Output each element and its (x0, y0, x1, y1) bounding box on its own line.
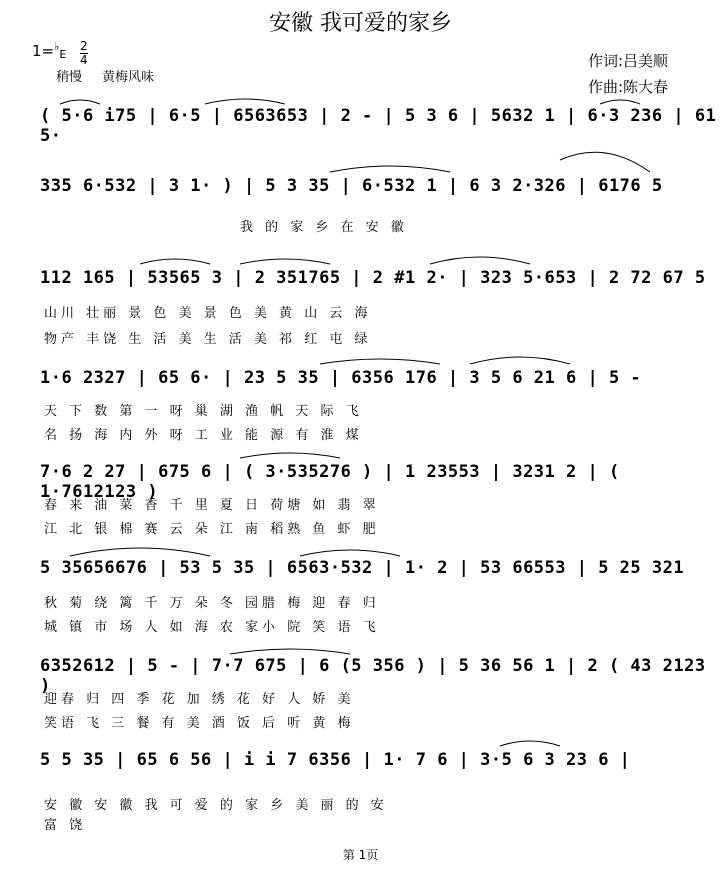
time-signature-top: 2 (80, 39, 88, 53)
lyric-verse-2: 物产 丰饶 生 活 美 生 活 美 祁 红 屯 绿 (44, 332, 372, 347)
time-signature-bottom: 4 (80, 53, 88, 67)
key-signature (32, 40, 66, 61)
score-line-8 (0, 744, 721, 833)
score-line-6 (0, 552, 721, 635)
notes: 1·6 2327 | 65 6· | 23 5 35 | 6356 176 | 3 5 6 21 6 | 5 - (40, 368, 642, 388)
score-line-2 (0, 170, 721, 235)
lyric-verse-2: 城 镇 市 场 人 如 海 农 家小 院 笑 语 飞 (44, 620, 380, 635)
style-marking: 黄梅风味 (102, 70, 155, 85)
time-signature (80, 40, 88, 67)
notes: 335 6·532 | 3 1· ) | 5 3 35 | 6·532 1 | 6 3 2·326 | 6176 5 (40, 176, 663, 196)
lyric-verse-2: 江 北 银 棉 赛 云 朵 江 南 稻熟 鱼 虾 肥 (44, 522, 380, 537)
lyric-verse-1: 我 的 家 乡 在 安 徽 (240, 220, 408, 235)
score-line-1 (0, 100, 721, 160)
flat-icon: ♭ (54, 40, 60, 53)
tempo-marking: 稍慢 (56, 70, 83, 85)
lyricist: 作词:吕美顺 (588, 52, 669, 70)
lyric-verse-1: 山川 壮丽 景 色 美 景 色 美 黄 山 云 海 (44, 306, 372, 321)
composer: 作曲:陈大春 (588, 78, 669, 96)
score-line-3 (0, 262, 721, 347)
page-footer: 第 1页 (342, 848, 379, 862)
key-name: E (59, 48, 67, 61)
notes: 7·6 2 27 | 675 6 | ( 3·535276 ) | 1 23553 | 3231 2 | ( 1·7612123 ) (40, 462, 620, 502)
lyric-verse-2: 名 扬 海 内 外 呀 工 业 能 源 有 淮 煤 (44, 428, 363, 443)
notes: 112 165 | 53565 3 | 2 351765 | 2 #1 2· | 323 5·653 | 2 72 67 5 (40, 268, 706, 288)
lyric-verse-1: 秋 菊 绕 篱 千 万 朵 冬 园腊 梅 迎 春 归 (44, 596, 380, 611)
lyric-verse-2: 富 饶 (44, 818, 87, 833)
lyric-verse-1: 安 徽 安 徽 我 可 爱 的 家 乡 美 丽 的 安 (44, 798, 388, 813)
key-label: 1= (32, 42, 55, 60)
score-line-4 (0, 362, 721, 443)
lyric-verse-1: 春 来 油 菜 香 千 里 夏 日 荷塘 如 翡 翠 (44, 498, 380, 513)
lyric-verse-1: 迎春 归 四 季 花 加 绣 花 好 人 娇 美 (44, 692, 355, 707)
song-title: 安徽 我可爱的家乡 (269, 11, 452, 36)
notes: ( 5·6 i75 | 6·5 | 6563653 | 2 - | 5 3 6 | 5632 1 | 6·3 236 | 61 5· (40, 106, 717, 146)
notes: 5 5 35 | 65 6 56 | i i 7 6356 | 1· 7 6 | 3·5 6 3 23 6 | (40, 750, 631, 770)
lyric-verse-1: 天 下 数 第 一 呀 巢 湖 渔 帆 天 际 飞 (44, 404, 363, 419)
notes: 6352612 | 5 - | 7·7 675 | 6 (5 356 ) | 5 36 56 1 | 2 ( 43 2123 ) (40, 656, 706, 696)
score-line-5 (0, 456, 721, 537)
score-line-7 (0, 650, 721, 731)
lyric-verse-2: 笑语 飞 三 餐 有 美 酒 饭 后 听 黄 梅 (44, 716, 355, 731)
notes: 5 35656676 | 53 5 35 | 6563·532 | 1· 2 | 53 66553 | 5 25 321 (40, 558, 685, 578)
